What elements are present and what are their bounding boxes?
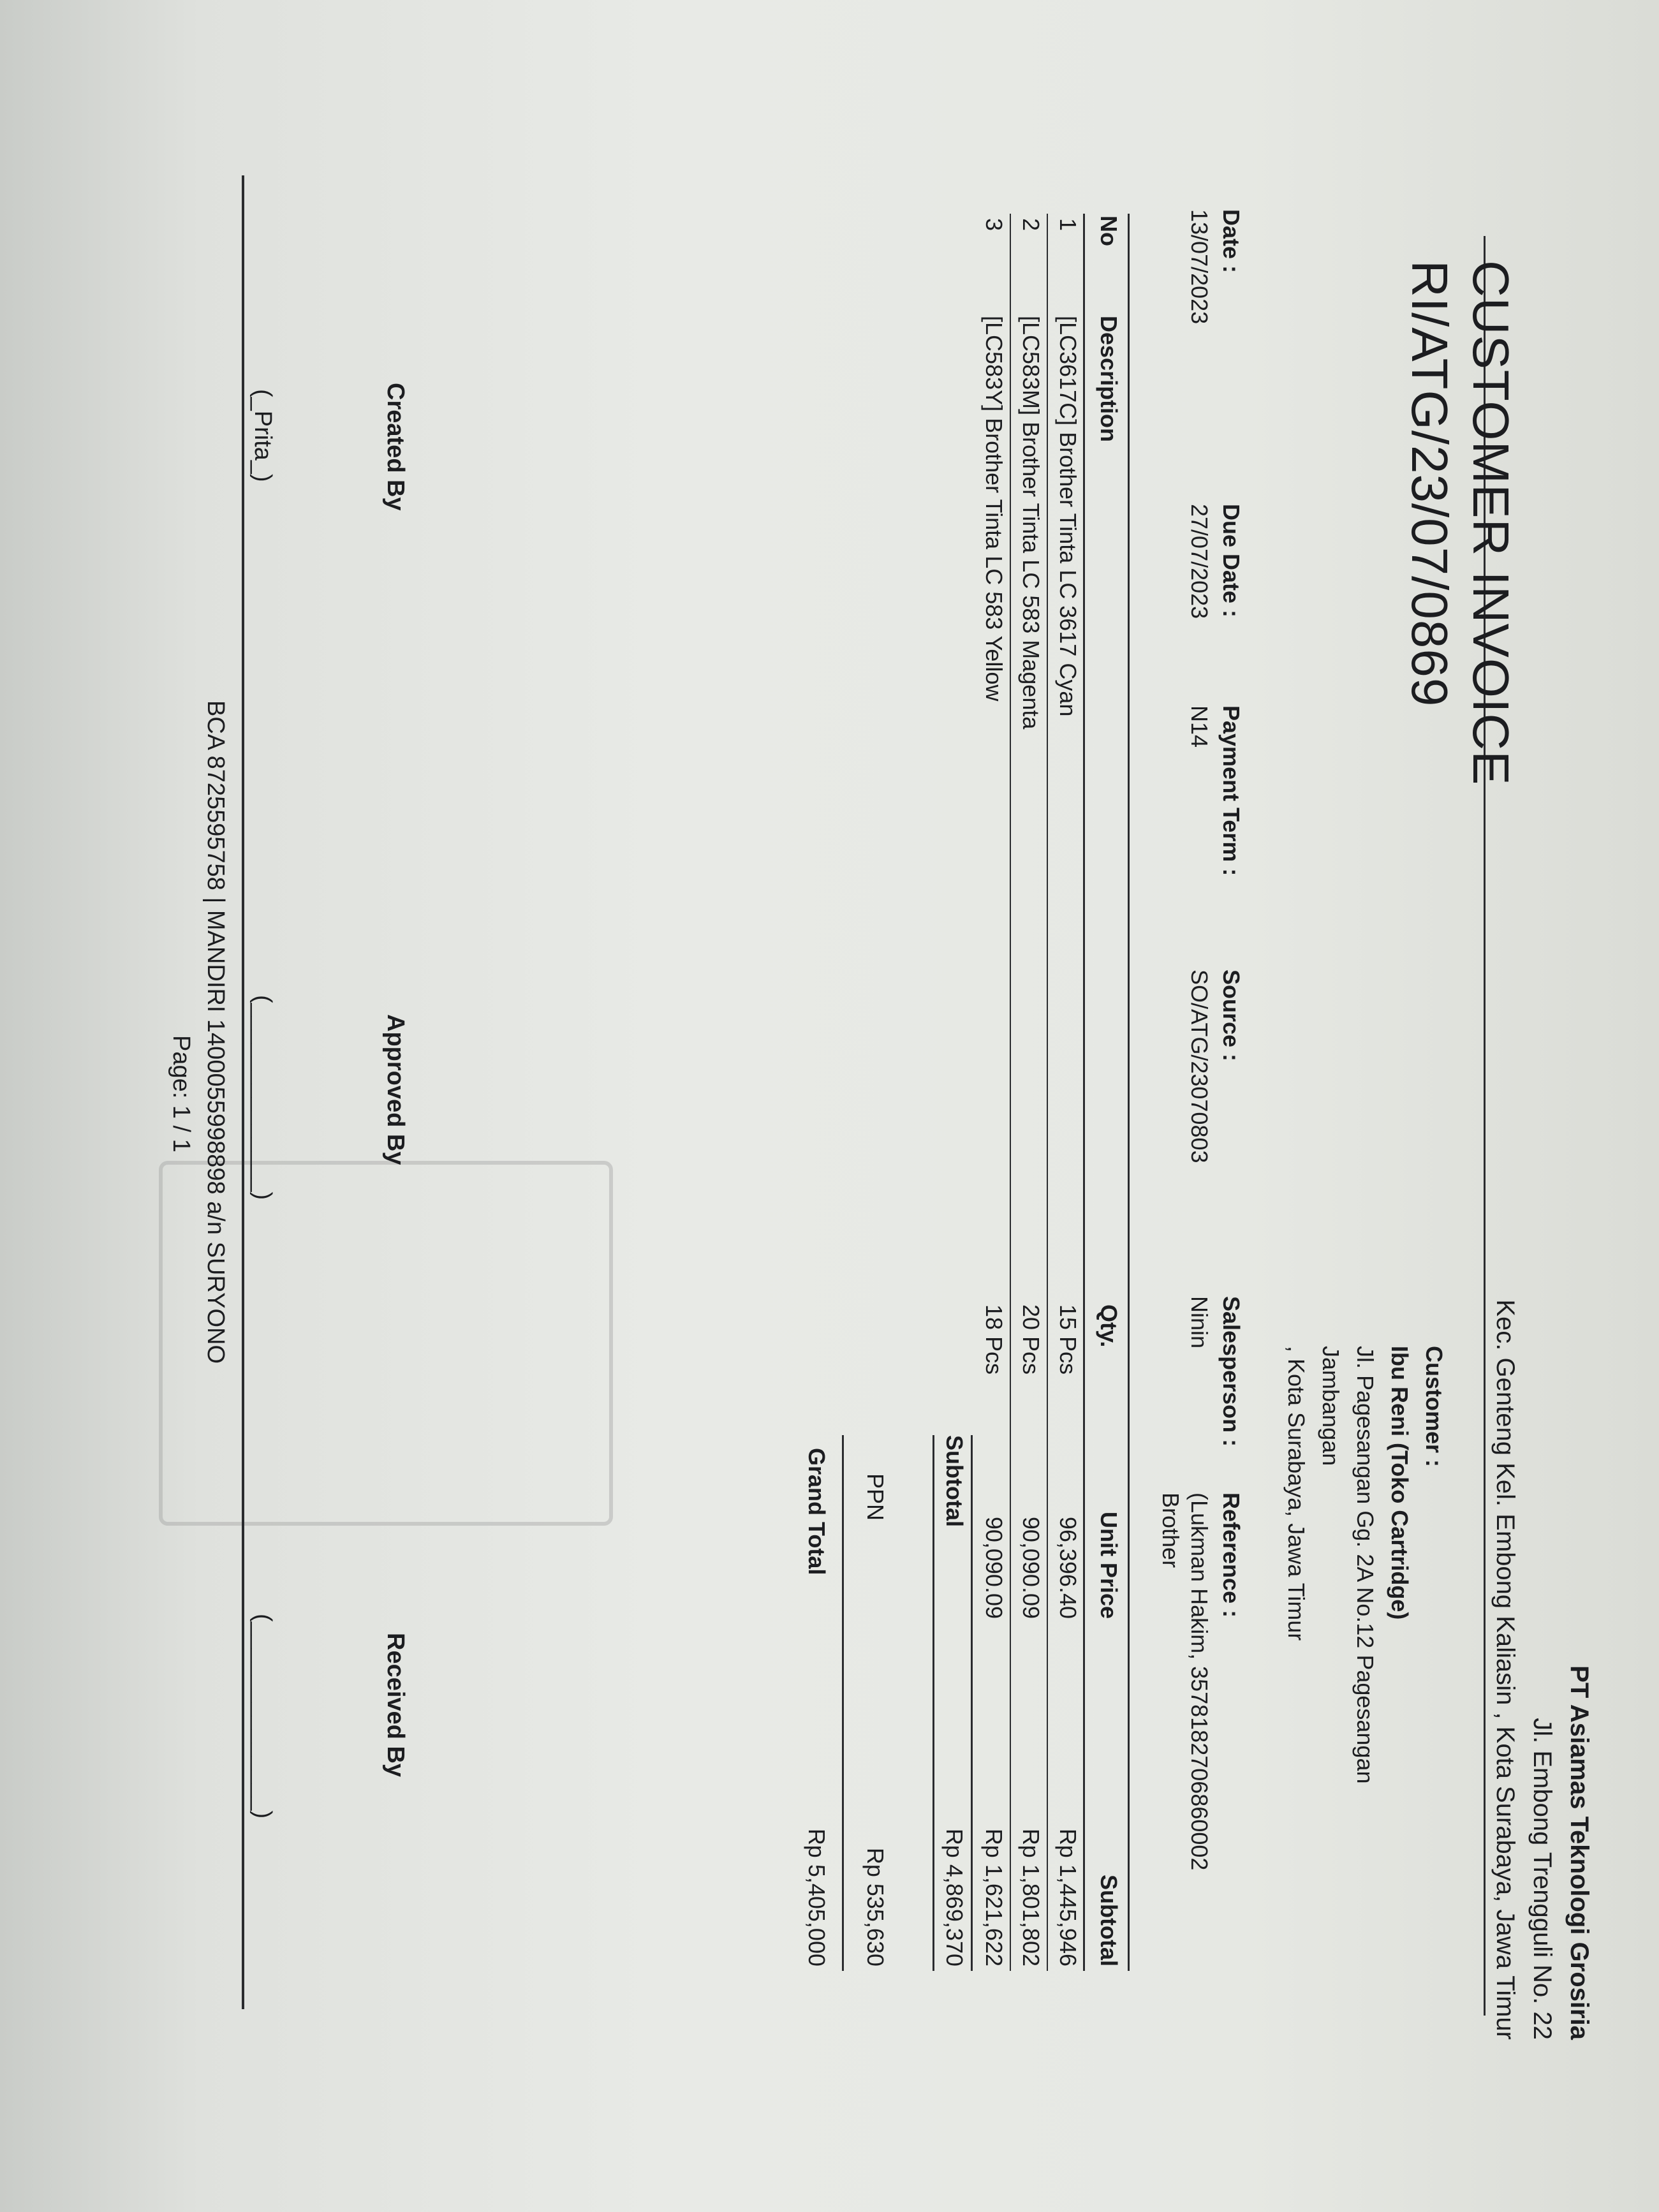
customer-address-line1: Jl. Pagesangan Gg. 2A No.12 Pagesangan xyxy=(1352,1346,1378,1784)
th-unit-price: Unit Price xyxy=(1096,1511,1122,1619)
row-2-qty: 20 Pcs xyxy=(1018,1304,1044,1375)
date-label: Date : xyxy=(1218,209,1244,274)
row-1-rule xyxy=(1047,214,1048,1971)
approved-by-label: Approved By xyxy=(382,1014,409,1165)
totals-ppn-label: PPN xyxy=(862,1473,888,1521)
payment-term-value: N14 xyxy=(1186,705,1213,748)
date-value: 13/07/2023 xyxy=(1186,209,1213,325)
row-2-unit-price: 90,090.09 xyxy=(1018,1516,1044,1619)
row-3-subtotal: Rp 1,621,622 xyxy=(981,1828,1007,1966)
approved-by-signature-line: (______________) xyxy=(249,995,276,1200)
salesperson-value: Ninin xyxy=(1186,1296,1213,1349)
source-value: SO/ATG/23070803 xyxy=(1186,970,1213,1163)
row-1-no: 1 xyxy=(1055,218,1081,232)
source-label: Source : xyxy=(1218,970,1244,1062)
customer-label: Customer : xyxy=(1421,1346,1447,1468)
totals-subtotal-label: Subtotal xyxy=(941,1435,968,1527)
row-2-no: 2 xyxy=(1018,218,1044,232)
row-3-description: [LC583Y] Brother Tinta LC 583 Yellow xyxy=(981,316,1007,702)
row-2-rule xyxy=(1010,214,1011,1971)
row-3-qty: 18 Pcs xyxy=(981,1304,1007,1375)
reference-label: Reference : xyxy=(1218,1493,1244,1618)
company-address-line2: Kec. Genteng Kel. Embong Kaliasin , Kota Surabaya, Jawa Timur xyxy=(1491,1299,1519,2040)
customer-block xyxy=(1279,1346,1451,1784)
row-2-description: [LC583M] Brother Tinta LC 583 Magenta xyxy=(1018,316,1044,730)
footer-divider xyxy=(242,175,244,2009)
invoice-title: CUSTOMER INVOICE xyxy=(1463,260,1519,786)
customer-address-line3: , Kota Surabaya, Jawa Timur xyxy=(1283,1346,1309,1641)
created-by-name: (_Prita_) xyxy=(249,389,276,482)
reference-value-line2: Brother xyxy=(1158,1493,1184,1568)
totals-ppn-value: Rp 535,630 xyxy=(862,1847,888,1966)
subtotal-top-rule xyxy=(971,1435,973,1971)
th-subtotal: Subtotal xyxy=(1096,1875,1122,1966)
invoice-number: RI/ATG/23/07/0869 xyxy=(1401,260,1458,707)
row-1-unit-price: 96,396.40 xyxy=(1055,1516,1081,1619)
table-header-rule xyxy=(1083,214,1085,1971)
received-by-label: Received By xyxy=(382,1633,409,1778)
subtotal-bottom-rule xyxy=(933,1435,934,1971)
received-by-signature-line: (______________) xyxy=(249,1614,276,1819)
due-date-label: Due Date : xyxy=(1218,504,1244,618)
th-qty: Qty. xyxy=(1096,1304,1122,1348)
th-description: Description xyxy=(1096,316,1122,443)
reference-value-line1: (Lukman Hakim, 3578182706860002 xyxy=(1186,1493,1213,1871)
company-header xyxy=(1487,1299,1598,2040)
created-by-label: Created By xyxy=(382,383,409,511)
customer-name: Ibu Reni (Toko Cartridge) xyxy=(1387,1346,1413,1620)
row-1-description: [LC3617C] Brother Tinta LC 3617 Cyan xyxy=(1055,316,1081,717)
totals-subtotal-value: Rp 4,869,370 xyxy=(941,1828,968,1966)
row-3-no: 3 xyxy=(981,218,1007,232)
row-2-subtotal: Rp 1,801,802 xyxy=(1018,1828,1044,1966)
page-number: Page: 1 / 1 xyxy=(168,1035,195,1153)
payment-term-label: Payment Term : xyxy=(1218,705,1244,876)
row-1-qty: 15 Pcs xyxy=(1055,1304,1081,1375)
due-date-value: 27/07/2023 xyxy=(1186,504,1213,619)
grand-total-value: Rp 5,405,000 xyxy=(804,1828,830,1966)
table-top-rule xyxy=(1128,214,1130,1971)
grand-total-rule xyxy=(842,1435,844,1971)
company-name: PT Asiamas Teknologi Grosiria xyxy=(1565,1665,1593,2040)
company-address-line1: Jl. Embong Trengguli No. 22 xyxy=(1528,1718,1556,2040)
customer-address-line2: Jambangan xyxy=(1318,1346,1344,1466)
row-1-subtotal: Rp 1,445,946 xyxy=(1055,1828,1081,1966)
bank-info: BCA 8725595758 | MANDIRI 1400055998898 a/n SURYONO xyxy=(202,700,229,1364)
invoice-title-block xyxy=(1399,260,1521,786)
row-3-unit-price: 90,090.09 xyxy=(981,1516,1007,1619)
grand-total-label: Grand Total xyxy=(804,1448,830,1575)
salesperson-label: Salesperson : xyxy=(1218,1296,1244,1447)
th-no: No xyxy=(1096,216,1122,246)
